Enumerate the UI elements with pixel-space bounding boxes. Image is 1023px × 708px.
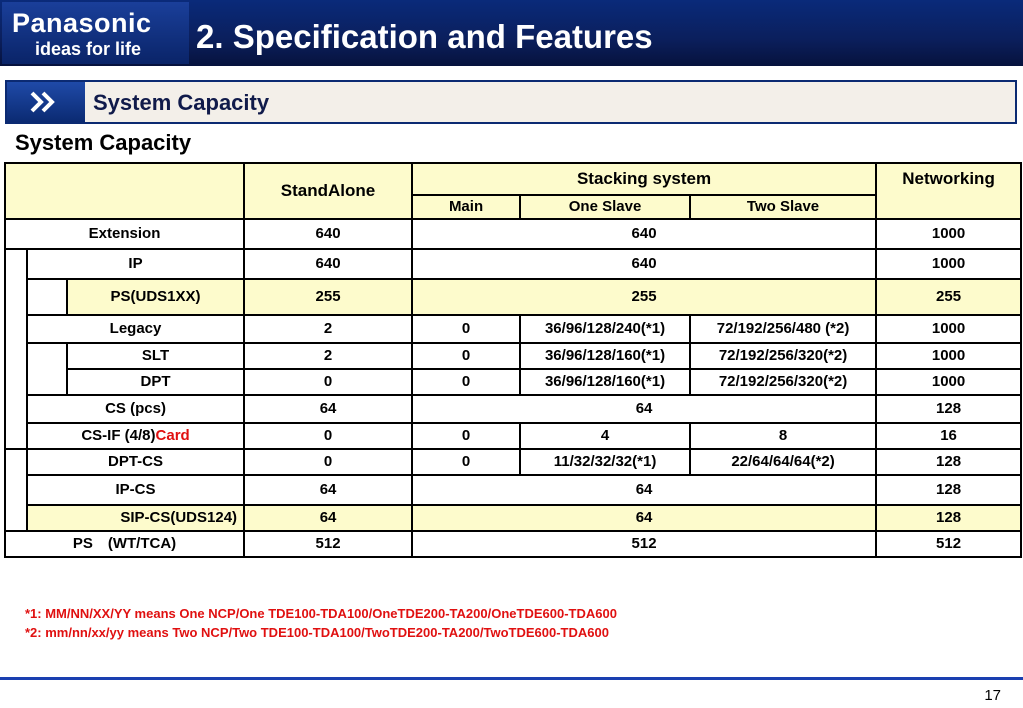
one-slave-cell: 4	[520, 423, 690, 449]
indent-spacer	[27, 343, 67, 395]
row-label: CS (pcs)	[27, 395, 244, 423]
indent-spacer	[5, 249, 27, 449]
indent-spacer	[27, 279, 67, 315]
standalone-cell: 640	[244, 249, 412, 279]
stacking-cell: 64	[412, 475, 876, 505]
header-row	[5, 163, 1021, 195]
row-label: PS (WT/TCA)	[5, 531, 244, 557]
standalone-cell: 2	[244, 315, 412, 343]
header-blank	[5, 163, 244, 219]
two-slave-cell: 72/192/256/320(*2)	[690, 369, 876, 395]
row-label	[27, 423, 244, 449]
stacking-cell: 64	[412, 395, 876, 423]
standalone-cell: 64	[244, 395, 412, 423]
table-row	[5, 249, 1021, 279]
two-slave-cell: 22/64/64/64(*2)	[690, 449, 876, 475]
subheader-title: System Capacity	[93, 90, 270, 115]
networking-cell: 128	[876, 505, 1021, 531]
row-label: SIP-CS(UDS124)	[27, 505, 244, 531]
row-label: Legacy	[27, 315, 244, 343]
csif-label: CS-IF (4/8)	[81, 426, 156, 444]
system-capacity-table	[4, 162, 1022, 558]
table-row	[5, 343, 1021, 369]
networking-cell: 128	[876, 449, 1021, 475]
row-label: DPT-CS	[27, 449, 244, 475]
standalone-cell: 0	[244, 423, 412, 449]
header-standalone: StandAlone	[244, 163, 412, 219]
header-one-slave: One Slave	[520, 195, 690, 219]
table-row	[5, 531, 1021, 557]
networking-cell: 1000	[876, 343, 1021, 369]
two-slave-cell: 72/192/256/320(*2)	[690, 343, 876, 369]
table-row	[5, 315, 1021, 343]
standalone-cell: 2	[244, 343, 412, 369]
one-slave-cell: 36/96/128/160(*1)	[520, 369, 690, 395]
table-row	[5, 505, 1021, 531]
main-cell: 0	[412, 369, 520, 395]
standalone-cell: 255	[244, 279, 412, 315]
networking-cell: 128	[876, 395, 1021, 423]
subheader-bar	[5, 80, 1017, 124]
stacking-cell: 512	[412, 531, 876, 557]
networking-cell: 1000	[876, 249, 1021, 279]
logo-tagline: ideas for life	[35, 39, 142, 59]
one-slave-cell: 36/96/128/240(*1)	[520, 315, 690, 343]
row-label: DPT	[67, 369, 244, 395]
csif-card-label: Card	[155, 426, 190, 444]
header-networking: Networking	[876, 163, 1021, 219]
main-cell: 0	[412, 315, 520, 343]
table-row	[5, 475, 1021, 505]
stacking-cell: 255	[412, 279, 876, 315]
table-row	[5, 219, 1021, 249]
networking-cell: 1000	[876, 315, 1021, 343]
page-number: 17	[984, 687, 1001, 704]
networking-cell: 1000	[876, 219, 1021, 249]
title-bar	[0, 0, 1023, 66]
header-two-slave: Two Slave	[690, 195, 876, 219]
table-row	[5, 449, 1021, 475]
row-label: IP-CS	[27, 475, 244, 505]
stacking-cell: 640	[412, 219, 876, 249]
table-row	[5, 279, 1021, 315]
logo-brand: Panasonic	[12, 8, 152, 38]
footnote-1: *1: MM/NN/XX/YY means One NCP/One TDE100-TDA100/OneTDE200-TA200/OneTDE600-TDA600	[25, 606, 617, 621]
footnote-2: *2: mm/nn/xx/yy means Two NCP/Two TDE100-TDA100/TwoTDE200-TA200/TwoTDE600-TDA600	[25, 625, 609, 640]
standalone-cell: 64	[244, 505, 412, 531]
table-row	[5, 395, 1021, 423]
two-slave-cell: 72/192/256/480 (*2)	[690, 315, 876, 343]
header-main: Main	[412, 195, 520, 219]
stacking-cell: 64	[412, 505, 876, 531]
row-label: IP	[27, 249, 244, 279]
one-slave-cell: 36/96/128/160(*1)	[520, 343, 690, 369]
stacking-cell: 640	[412, 249, 876, 279]
standalone-cell: 512	[244, 531, 412, 557]
row-label: Extension	[5, 219, 244, 249]
one-slave-cell: 11/32/32/32(*1)	[520, 449, 690, 475]
standalone-cell: 640	[244, 219, 412, 249]
table-row	[5, 369, 1021, 395]
standalone-cell: 64	[244, 475, 412, 505]
header-stacking: Stacking system	[412, 163, 876, 195]
standalone-cell: 0	[244, 449, 412, 475]
footnotes	[25, 604, 617, 642]
networking-cell: 16	[876, 423, 1021, 449]
networking-cell: 1000	[876, 369, 1021, 395]
networking-cell: 512	[876, 531, 1021, 557]
table-row	[5, 423, 1021, 449]
indent-spacer	[5, 449, 27, 531]
footer-divider	[0, 677, 1023, 680]
main-cell: 0	[412, 423, 520, 449]
section-heading: System Capacity	[15, 130, 192, 155]
row-label: SLT	[67, 343, 244, 369]
networking-cell: 128	[876, 475, 1021, 505]
page-title: 2. Specification and Features	[196, 18, 653, 55]
networking-cell: 255	[876, 279, 1021, 315]
panasonic-logo	[2, 2, 189, 64]
main-cell: 0	[412, 343, 520, 369]
double-chevron-icon	[7, 82, 85, 122]
two-slave-cell: 8	[690, 423, 876, 449]
standalone-cell: 0	[244, 369, 412, 395]
main-cell: 0	[412, 449, 520, 475]
row-label: PS(UDS1XX)	[67, 279, 244, 315]
